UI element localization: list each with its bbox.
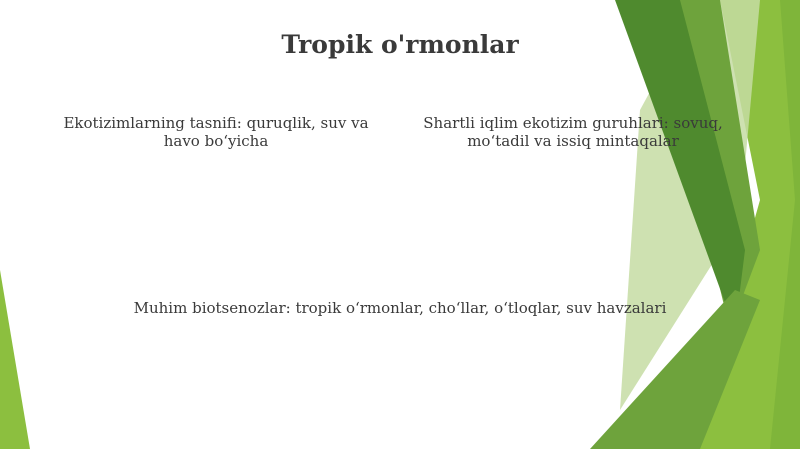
bottom-text-block: Muhim biotsenozlar: tropik o‘rmonlar, cho‘llar, o‘tloqlar, suv havzalari <box>133 299 667 317</box>
left-text-block: Ekotizimlarning tasnifi: quruqlik, suv va havo bo‘yicha <box>63 114 369 150</box>
slide-title: Tropik o'rmonlar <box>281 30 519 59</box>
left-green-sliver <box>0 270 30 449</box>
right-text-block: Shartli iqlim ekotizim guruhlari: sovuq, mo‘tadil va issiq mintaqalar <box>423 114 723 150</box>
